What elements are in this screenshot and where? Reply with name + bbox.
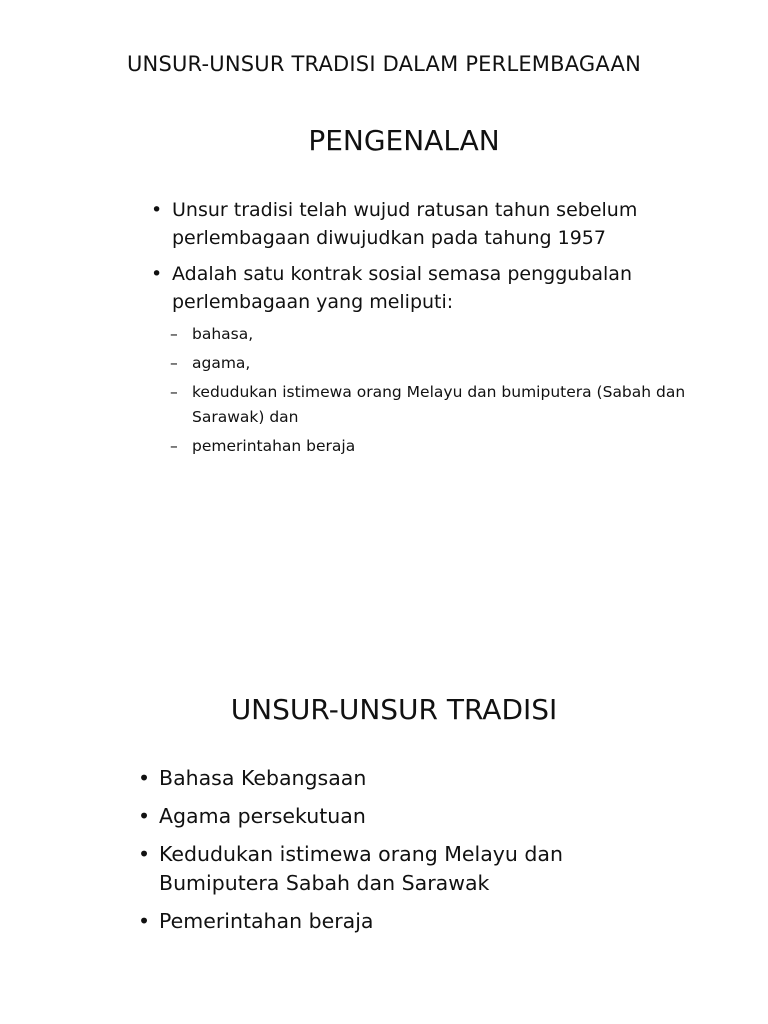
dash-icon: – — [170, 383, 178, 401]
sub-bullet-list — [170, 322, 710, 459]
bullet-list-unsur-tradisi — [137, 764, 657, 945]
dash-icon: – — [170, 354, 178, 372]
dash-icon: – — [170, 325, 178, 343]
list-item-text: Unsur tradisi telah wujud ratusan tahun sebelum perlembagaan diwujudkan pada tahung 1957 — [172, 199, 638, 249]
list-item-text: Kedudukan istimewa orang Melayu dan Bumiputera Sabah dan Sarawak — [159, 842, 563, 895]
document-title: UNSUR-UNSUR TRADISI DALAM PERLEMBAGAAN — [126, 52, 642, 76]
dash-icon: – — [170, 437, 178, 455]
list-item-text: Pemerintahan beraja — [159, 909, 374, 933]
list-item — [137, 764, 657, 793]
sub-list-item — [170, 434, 710, 459]
bullet-icon: • — [151, 199, 163, 221]
bullet-icon: • — [138, 766, 151, 790]
bullet-icon: • — [138, 909, 151, 933]
list-item — [150, 196, 710, 252]
bullet-list-pengenalan — [150, 196, 710, 467]
bullet-icon: • — [151, 263, 163, 285]
slide-heading-unsur-tradisi: UNSUR-UNSUR TRADISI — [230, 693, 558, 726]
bullet-icon: • — [138, 804, 151, 828]
sub-list-item — [170, 380, 710, 430]
sub-list-item — [170, 351, 710, 376]
bullet-icon: • — [138, 842, 151, 866]
sub-list-item-text: kedudukan istimewa orang Melayu dan bumiputera (Sabah dan Sarawak) dan — [192, 383, 686, 426]
list-item — [137, 840, 657, 898]
list-item — [137, 802, 657, 831]
list-item-text: Adalah satu kontrak sosial semasa penggubalan perlembagaan yang meliputi: — [172, 263, 632, 313]
sub-list-item-text: pemerintahan beraja — [192, 437, 356, 455]
slide-heading-pengenalan: PENGENALAN — [308, 124, 500, 157]
list-item-text: Bahasa Kebangsaan — [159, 766, 367, 790]
list-item — [137, 907, 657, 936]
list-item-text: Agama persekutuan — [159, 804, 366, 828]
sub-list-item — [170, 322, 710, 347]
list-item — [150, 260, 710, 459]
sub-list-item-text: agama, — [192, 354, 251, 372]
sub-list-item-text: bahasa, — [192, 325, 254, 343]
